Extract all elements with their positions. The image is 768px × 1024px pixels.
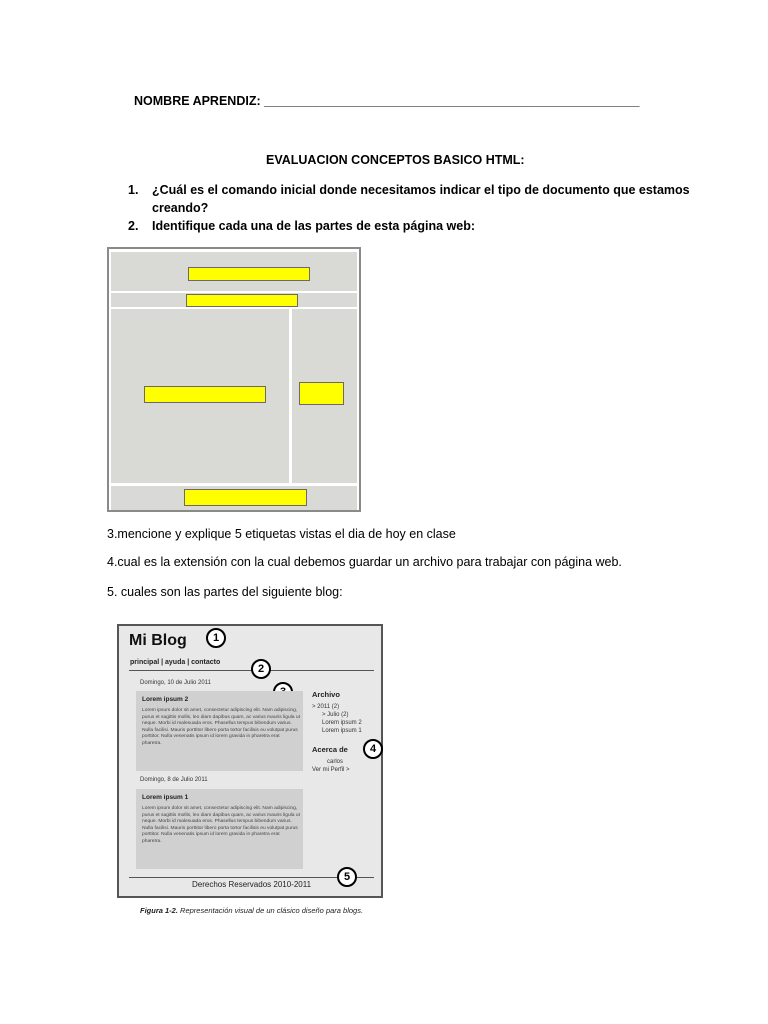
sidebar-archive-title: Archivo: [312, 690, 340, 699]
page-title: EVALUACION CONCEPTOS BASICO HTML:: [266, 153, 525, 167]
post-date-1: Domingo, 10 de Julio 2011: [140, 680, 211, 686]
question-1-line2: creando?: [152, 201, 209, 215]
nav-label-box: [186, 294, 298, 307]
figure-caption: [140, 906, 363, 915]
blog-layout-figure: [117, 624, 383, 898]
profile-link: Ver mi Perfil >: [312, 767, 350, 773]
header-label-box: [188, 267, 310, 281]
main-label-box: [144, 386, 266, 403]
question-5-text: 5. cuales son las partes del siguiente blog:: [107, 585, 343, 599]
post-2-title: Lorem ipsum 1: [142, 794, 189, 801]
post-2: [136, 789, 303, 869]
question-1-line1: ¿Cuál es el comando inicial donde necesitamos indicar el tipo de documento que estamos: [152, 183, 690, 197]
marker-5: 5: [337, 867, 357, 887]
marker-2: 2: [251, 659, 271, 679]
question-4-text: 4.cual es la extensión con la cual debemos guardar un archivo para trabajar con página web.: [107, 555, 622, 569]
figure-caption-text: Representación visual de un clásico diseño para blogs.: [177, 906, 364, 915]
figure-caption-label: Figura 1-2.: [140, 906, 178, 915]
archive-month-link: > Julio (2): [322, 712, 349, 718]
post-1-body: Lorem ipsum dolor sit amet, consectetur adipiscing elit. Nam adipiscing, purus et sagittis mollis, leo diam dapibus quam, ac varius mauris ligula ut neque. Morbi id malesuada eros. Phasellus tempus bibendum varius. Nulla facilisi. Mauris porttitor libero porta tortor facilisis eu volutpat purus porttitor. Nulla venenatis ipsum id lorem gravida in pharetra erat pharetra.: [142, 708, 300, 746]
post-date-2: Domingo, 8 de Julio 2011: [140, 777, 208, 783]
archive-year-link: > 2011 (2): [312, 704, 340, 710]
question-3-text: 3.mencione y explique 5 etiquetas vistas el dia de hoy en clase: [107, 527, 456, 541]
question-1-number: 1.: [128, 183, 139, 197]
post-1: [136, 691, 303, 771]
question-2-number: 2.: [128, 219, 139, 233]
marker-4: 4: [363, 739, 383, 759]
sidebar-label-box: [299, 382, 344, 405]
footer-label-box: [184, 489, 307, 506]
archive-post-link: Lorem ipsum 2: [322, 720, 362, 726]
about-author-name: carlos: [327, 759, 344, 765]
archive-post-link: Lorem ipsum 1: [322, 728, 362, 734]
webpage-layout-diagram: [107, 247, 361, 512]
question-2-text: Identifique cada una de las partes de esta página web:: [152, 219, 476, 233]
blog-nav: principal | ayuda | contacto: [130, 659, 221, 666]
marker-1: 1: [206, 628, 226, 648]
blog-footer: Derechos Reservados 2010-2011: [192, 880, 312, 889]
post-2-body: Lorem ipsum dolor sit amet, consectetur adipiscing elit. Nam adipiscing, purus et sagittis mollis, leo diam dapibus quam, ac varius mauris ligula ut neque. Morbi id malesuada eros. Phasellus tempus bibendum varius. Nulla facilisi. Mauris porttitor libero porta tortor facilisis eu volutpat purus porttitor. Nulla venenatis ipsum id lorem gravida in pharetra erat pharetra.: [142, 806, 300, 844]
sidebar-about-title: Acerca de: [312, 745, 348, 754]
student-name-label: NOMBRE APRENDIZ: ______________________________________________________: [134, 94, 640, 108]
post-1-title: Lorem ipsum 2: [142, 696, 189, 703]
blog-title: Mi Blog: [129, 632, 187, 649]
